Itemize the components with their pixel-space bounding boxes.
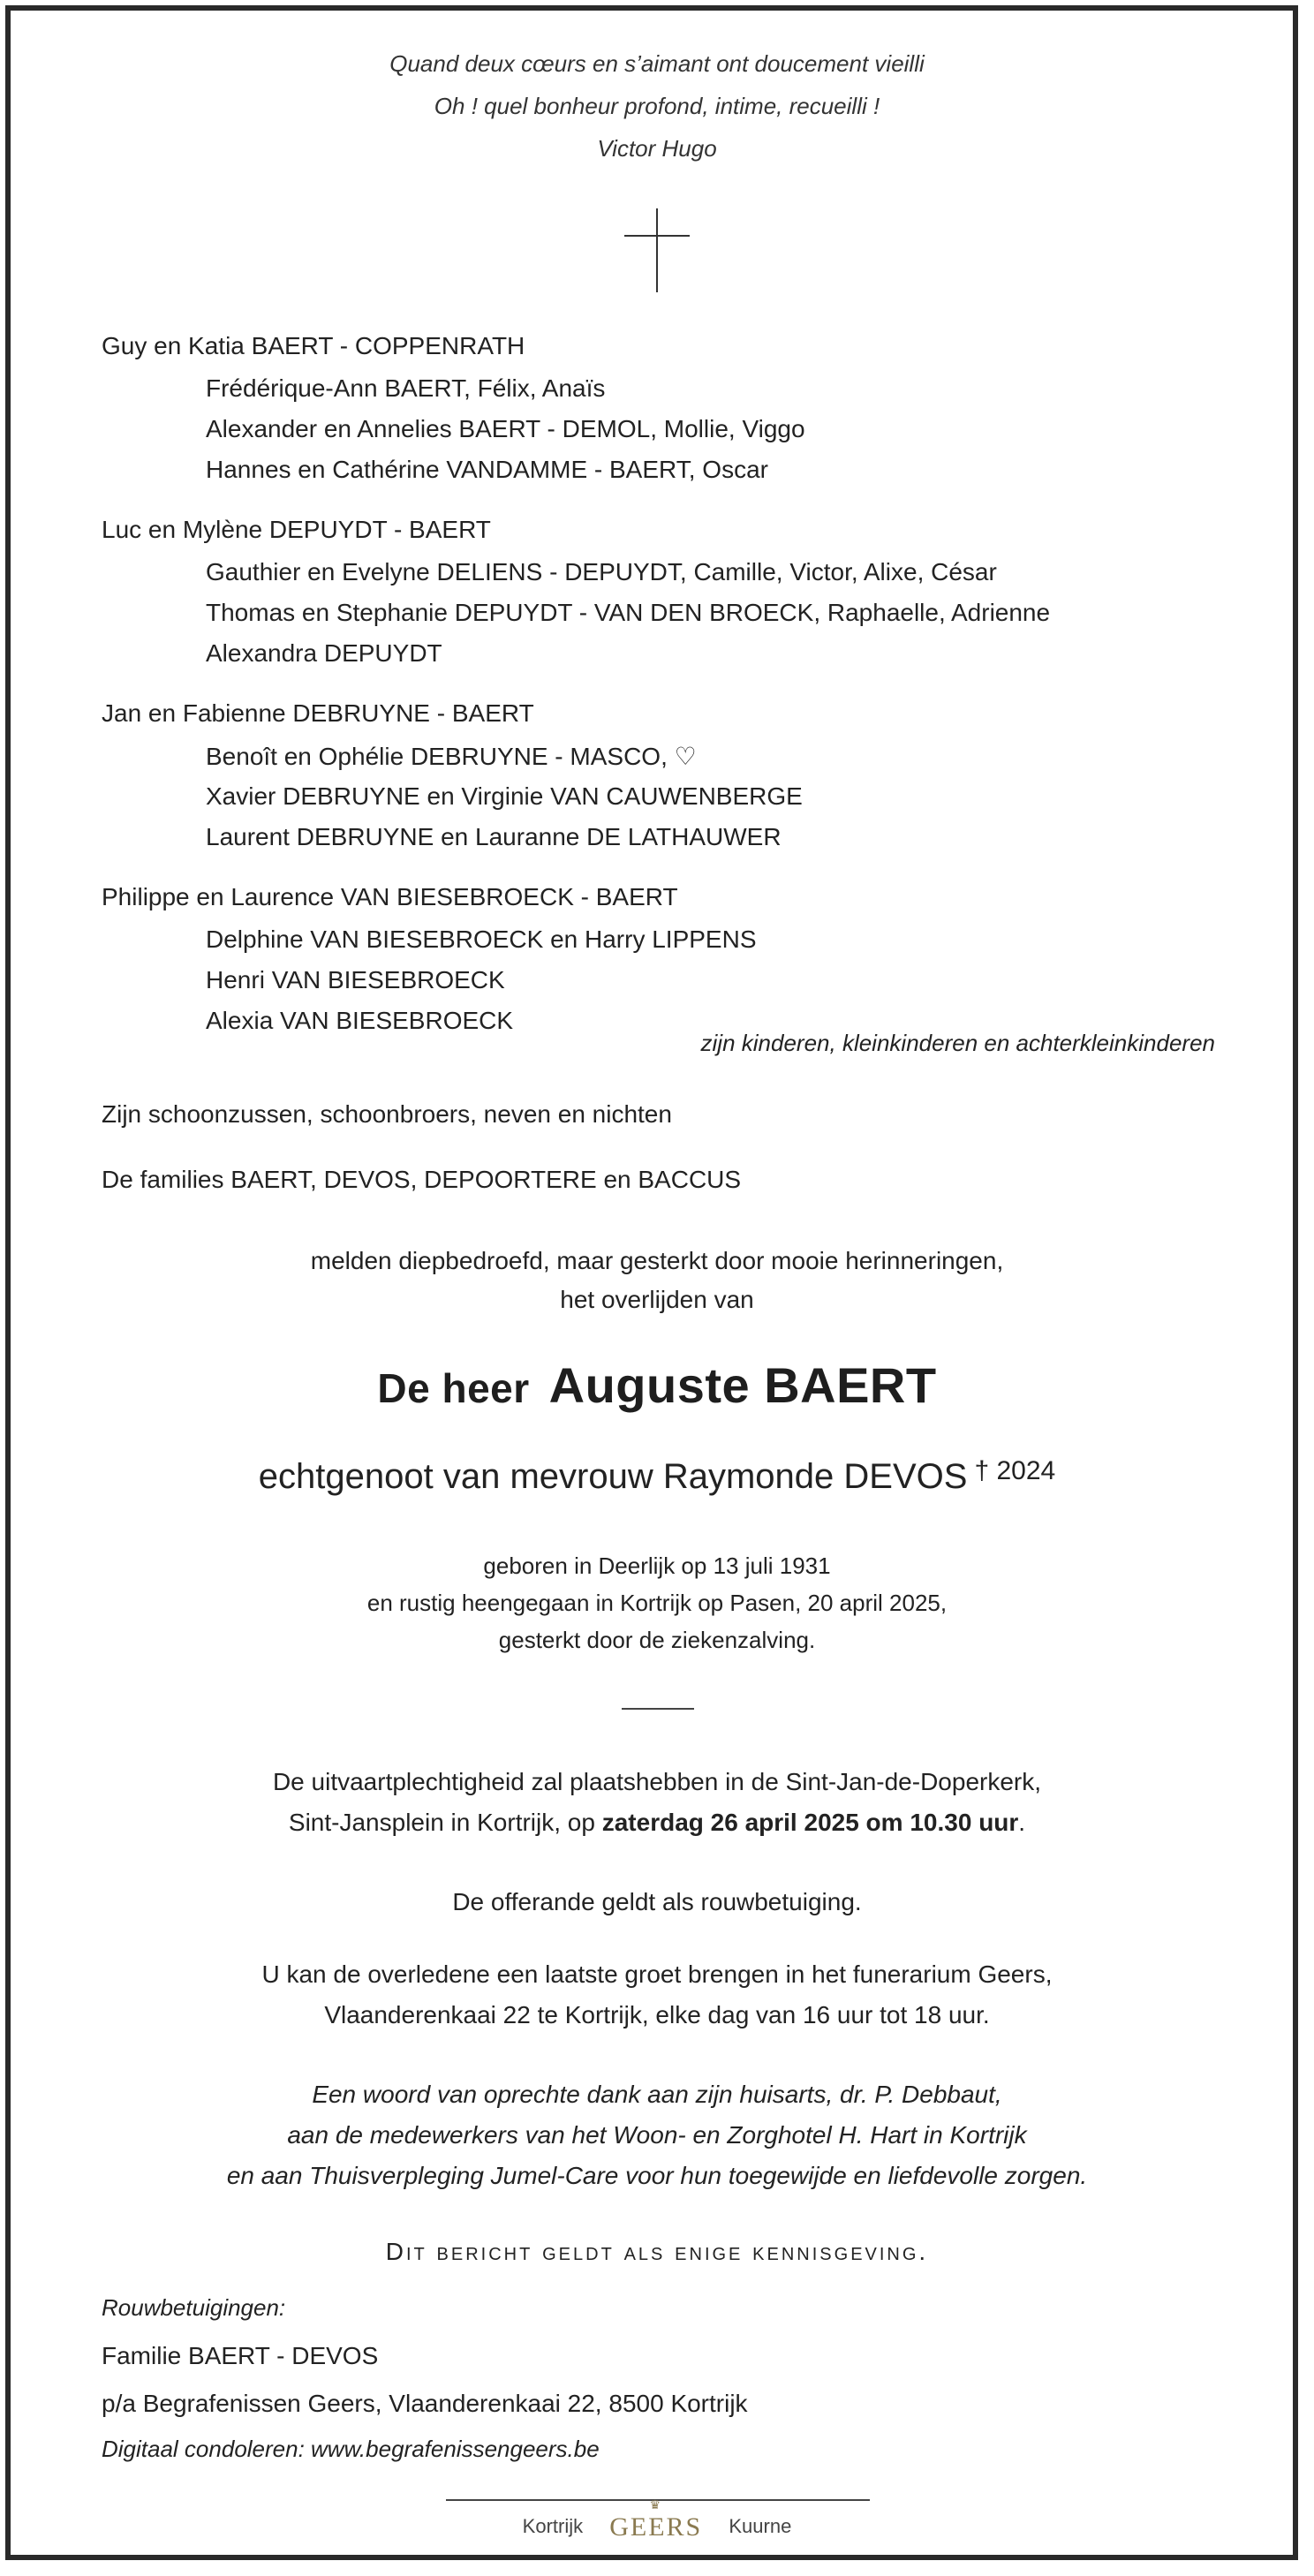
funeral-home-logo (0, 2499, 1314, 2542)
contact-family: Familie BAERT - DEVOS (102, 2342, 379, 2369)
spouse-line (0, 1457, 1314, 1497)
sacrament-line: gesterkt door de ziekenzalving. (498, 1627, 816, 1653)
footer-location-right: Kuurne (729, 2515, 792, 2538)
footer-location-left: Kortrijk (522, 2515, 584, 2538)
poem-line-1: Quand deux cœurs en s’aimant ont doucement vieilli (389, 50, 925, 77)
honorific: De heer (377, 1365, 530, 1411)
visit-line-1: U kan de overledene een laatste groet brengen in het funerarium Geers, (261, 1960, 1053, 1988)
visit-line-2: Vlaanderenkaai 22 te Kortrijk, elke dag van 16 uur tot 18 uur. (324, 2001, 990, 2028)
family-member: Laurent DEBRUYNE en Lauranne DE LATHAUWER (206, 823, 782, 850)
brand-logo (609, 2499, 703, 2542)
family-member: Delphine VAN BIESEBROECK en Harry LIPPENS (206, 925, 757, 953)
offering-line: De offerande geldt als rouwbetuiging. (452, 1888, 862, 1915)
deceased-name: Auguste BAERT (548, 1357, 937, 1413)
contact-address: p/a Begrafenissen Geers, Vlaanderenkaai 22, 8500 Kortrijk (102, 2390, 748, 2417)
spouse-death-year: † 2024 (974, 1456, 1056, 1485)
announce-line-2: het overlijden van (560, 1286, 754, 1313)
divider (622, 1708, 694, 1710)
notice-line: Dit bericht geldt als enige kennisgeving. (385, 2238, 929, 2265)
family-member: Henri VAN BIESEBROECK (206, 966, 505, 993)
family-head-2: Luc en Mylène DEPUYDT - BAERT (102, 516, 491, 543)
family-member: Hannes en Cathérine VANDAMME - BAERT, Oscar (206, 456, 768, 483)
family-member: Alexia VAN BIESEBROECK (206, 1007, 514, 1034)
family-member: Gauthier en Evelyne DELIENS - DEPUYDT, Camille, Victor, Alixe, César (206, 558, 997, 585)
family-member: Alexandra DEPUYDT (206, 639, 442, 667)
in-laws-line: Zijn schoonzussen, schoonbroers, neven en nichten (102, 1100, 672, 1128)
family-member: Alexander en Annelies BAERT - DEMOL, Mollie, Viggo (206, 415, 805, 442)
family-head-1: Guy en Katia BAERT - COPPENRATH (102, 332, 525, 359)
family-member: Xavier DEBRUYNE en Virginie VAN CAUWENBERGE (206, 782, 803, 810)
poem-line-2: Oh ! quel bonheur profond, intime, recueilli ! (434, 93, 880, 119)
funeral-date: zaterdag 26 april 2025 om 10.30 uur (601, 1809, 1019, 1836)
died-line: en rustig heengegaan in Kortrijk op Pasen, 20 april 2025, (366, 1590, 948, 1616)
announce-line-1: melden diepbedroefd, maar gesterkt door mooie herinneringen, (310, 1247, 1004, 1274)
online-condolences: Digitaal condoleren: www.begrafenissengeers.be (102, 2436, 600, 2462)
crown-icon: ♛ (649, 2499, 663, 2512)
poem-author: Victor Hugo (597, 135, 717, 162)
thanks-line-1: Een woord van oprechte dank aan zijn huisarts, dr. P. Debbaut, (312, 2081, 1002, 2108)
family-member: Benoît en Ophélie DEBRUYNE - MASCO, ♡ (206, 743, 697, 770)
funeral-line-2 (0, 1809, 1314, 1837)
family-member: Frédérique-Ann BAERT, Félix, Anaïs (206, 374, 606, 402)
family-head-3: Jan en Fabienne DEBRUYNE - BAERT (102, 699, 534, 727)
brand-name: GEERS (609, 2512, 703, 2542)
spouse-text: echtgenoot van mevrouw Raymonde DEVOS (258, 1457, 968, 1496)
thanks-line-3: en aan Thuisverpleging Jumel-Care voor hun toegewijde en liefdevolle zorgen. (226, 2162, 1088, 2189)
families-line: De families BAERT, DEVOS, DEPOORTERE en BACCUS (102, 1166, 742, 1193)
family-member: Thomas en Stephanie DEPUYDT - VAN DEN BROECK, Raphaelle, Adrienne (206, 599, 1051, 626)
funeral-line-2-suffix: . (1018, 1809, 1026, 1836)
born-line: geboren in Deerlijk op 13 juli 1931 (483, 1552, 831, 1579)
condolences-label: Rouwbetuigingen: (102, 2294, 286, 2321)
funeral-line-2-prefix: Sint-Jansplein in Kortrijk, op (288, 1809, 602, 1836)
funeral-line-1: De uitvaartplechtigheid zal plaatshebben in de Sint-Jan-de-Doperkerk, (272, 1768, 1042, 1795)
family-head-4: Philippe en Laurence VAN BIESEBROECK - BAERT (102, 883, 678, 910)
children-caption: zijn kinderen, kleinkinderen en achterkleinkinderen (700, 1030, 1215, 1056)
thanks-line-2: aan de medewerkers van het Woon- en Zorghotel H. Hart in Kortrijk (287, 2121, 1027, 2149)
deceased-title (0, 1356, 1314, 1414)
